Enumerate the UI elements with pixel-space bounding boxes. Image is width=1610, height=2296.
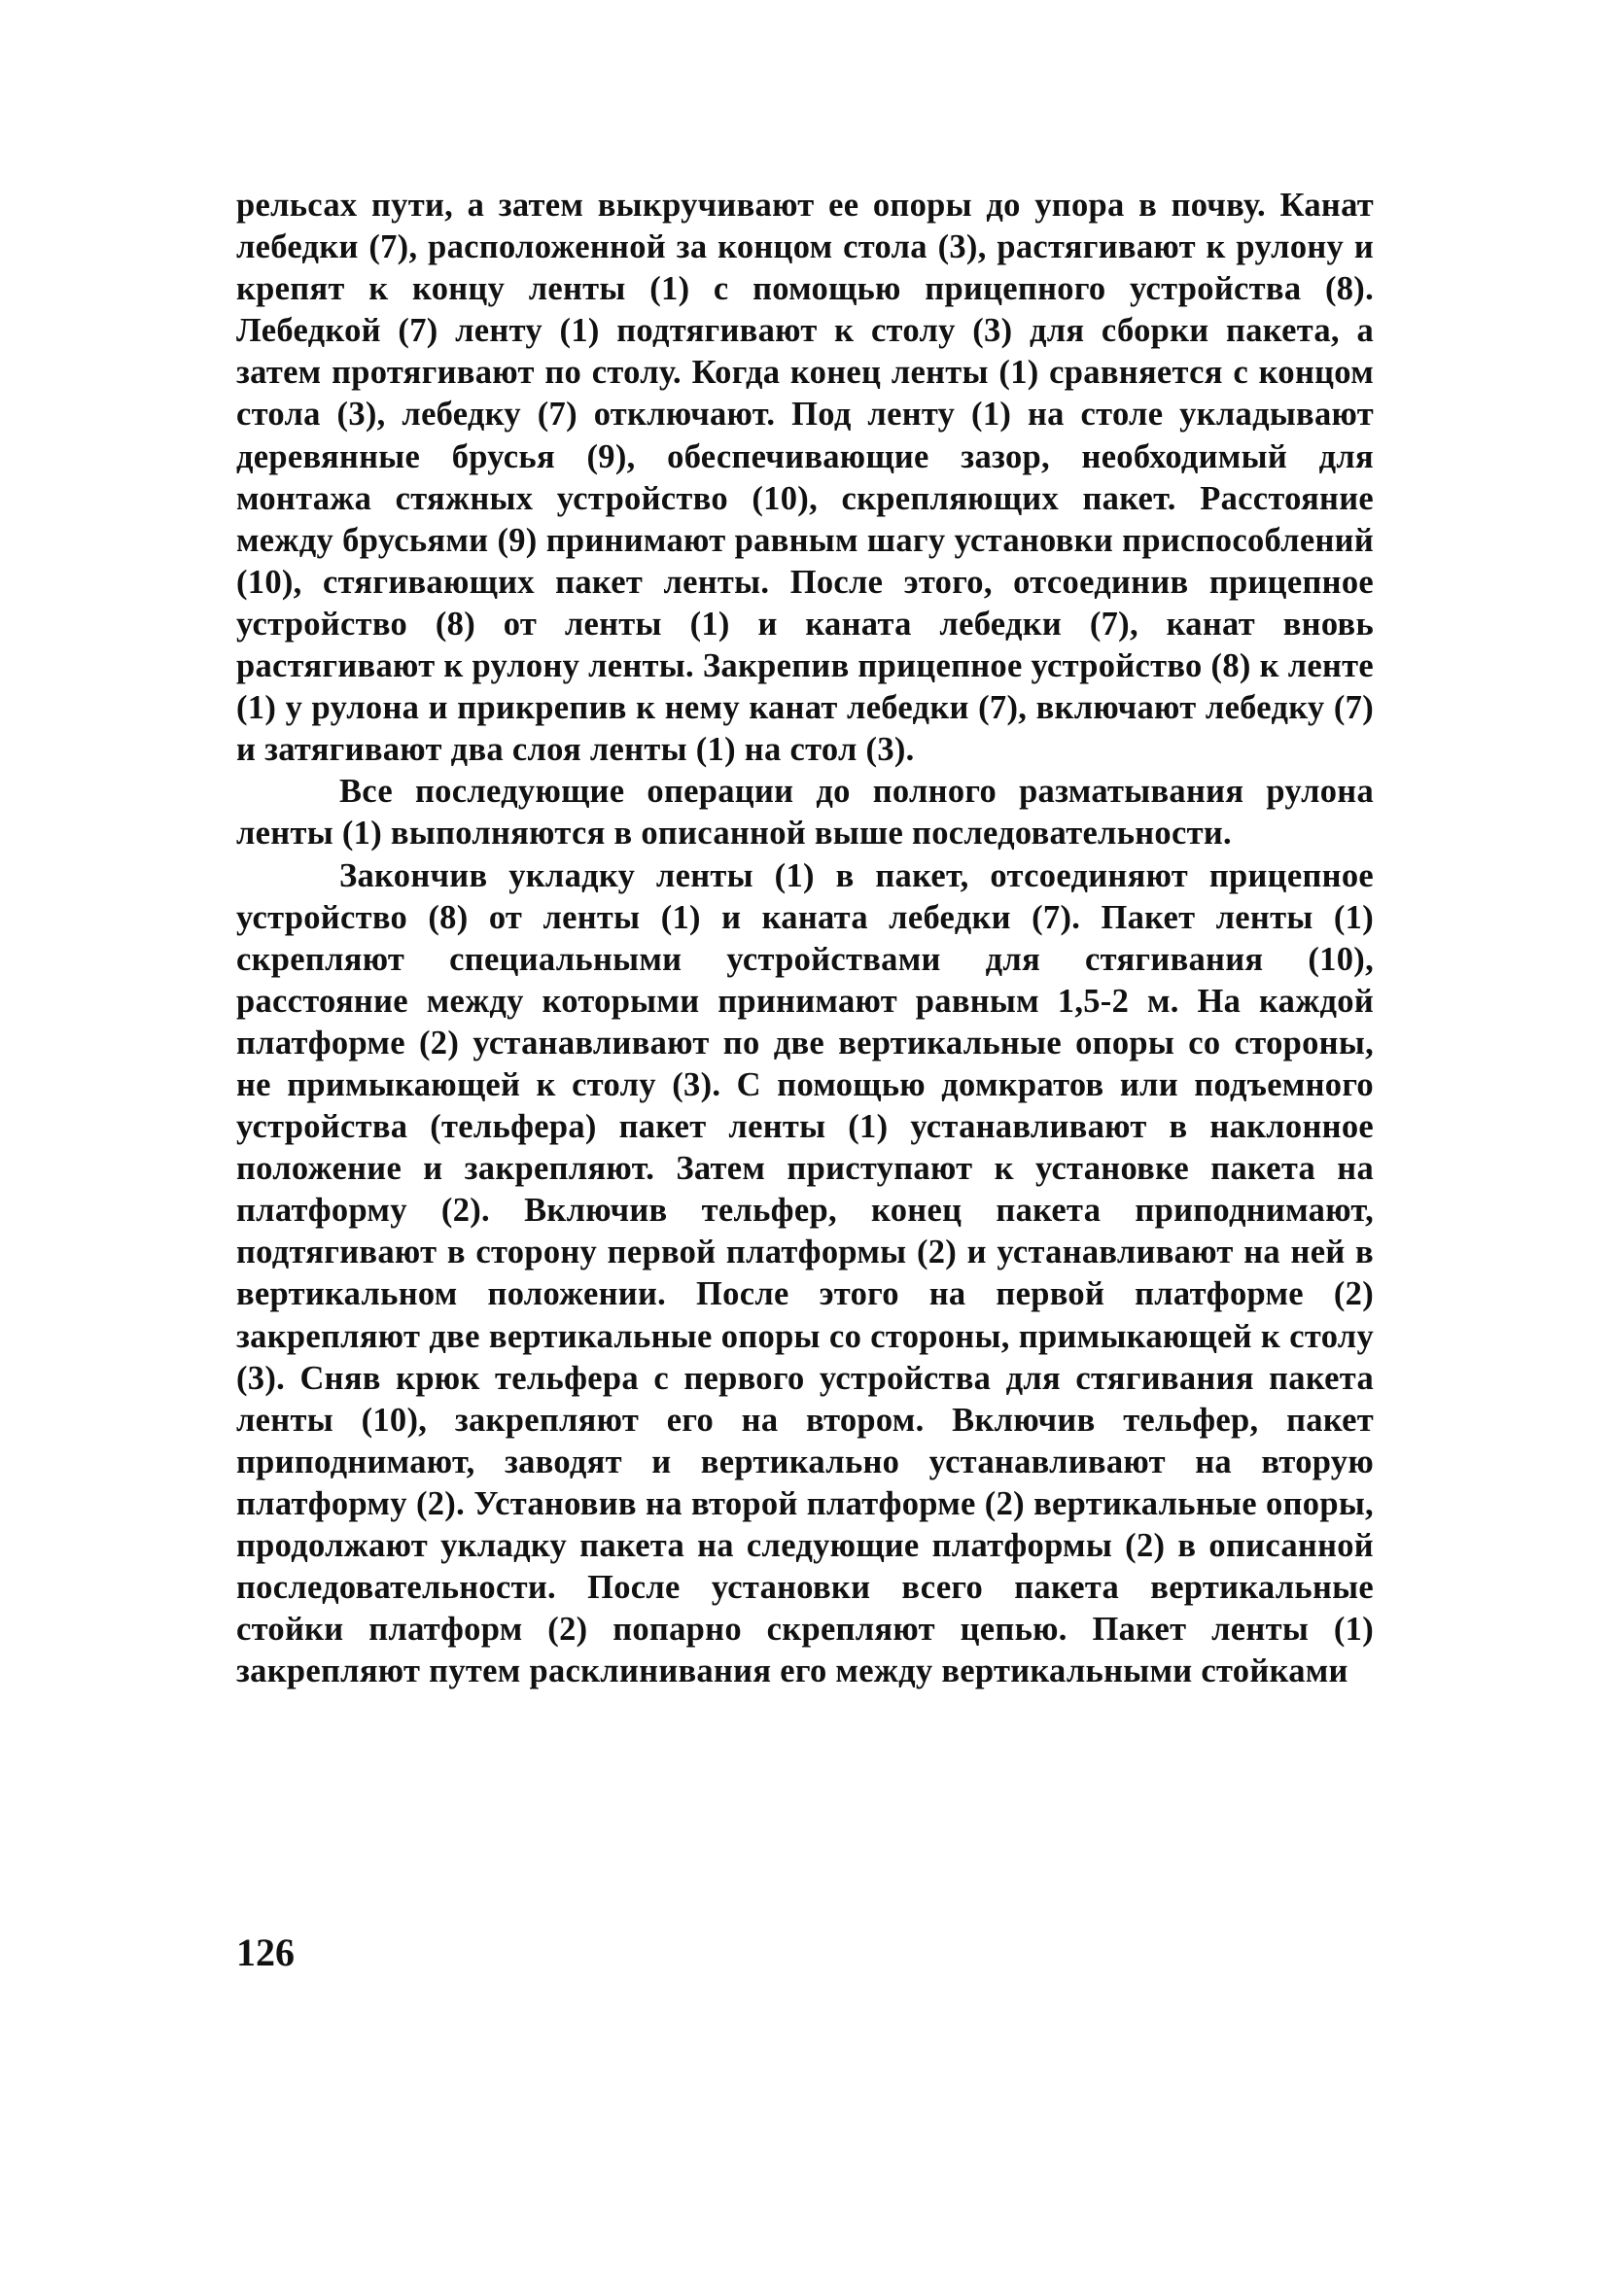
paragraph-1: рельсах пути, а затем выкручивают ее опоры до упора в почву. Канат лебедки (7), расположенной за концом стола (3), растягивают к рулону и крепят к концу ленты (1) с помощью прицепного устройства (8). Лебедкой (7) ленту (1) подтягивают к столу (3) для сборки пакета, а затем протягивают по столу. Когда конец ленты (1) сравняется с концом стола (3), лебедку (7) отключают. Под ленту (1) на столе укладывают деревянные брусья (9), обеспечивающие зазор, необходимый для монтажа стяжных устройство (10), скрепляющих пакет. Расстояние между брусьями (9) принимают равным шагу установки приспособлений (10), стягивающих пакет ленты. После этого, отсоединив прицепное устройство (8) от ленты (1) и каната лебедки (7), канат вновь растягивают к рулону ленты. Закрепив прицепное устройство (8) к ленте (1) у рулона и прикрепив к нему канат лебедки (7), включают лебедку (7) и затягивают два слоя ленты (1) на стол (3). (236, 187, 1374, 769)
paragraph-2: Все последующие операции до полного разматывания рулона ленты (1) выполняются в описанной выше последовательности. (236, 773, 1374, 852)
page-number: 126 (236, 1931, 295, 1974)
paragraph-3: Закончив укладку ленты (1) в пакет, отсоединяют прицепное устройство (8) от ленты (1) и каната лебедки (7). Пакет ленты (1) скрепляют специальными устройствами для стягивания (10), расстояние между которыми принимают равным 1,5-2 м. На каждой платформе (2) устанавливают по две вертикальные опоры со стороны, не примыкающей к столу (3). С помощью домкратов или подъемного устройства (тельфера) пакет ленты (1) устанавливают в наклонное положение и закрепляют. Затем приступают к установке пакета на платформу (2). Включив тельфер, конец пакета приподнимают, подтягивают в сторону первой платформы (2) и устанавливают на ней в вертикальном положении. После этого на первой платформе (2) закрепляют две вертикальные опоры со стороны, примыкающей к столу (3). Сняв крюк тельфера с первого устройства для стягивания пакета ленты (10), закрепляют его на втором. Включив тельфер, пакет приподнимают, заводят и вертикально устанавливают на вторую платформу (2). Установив на второй платформе (2) вертикальные опоры, продолжают укладку пакета на следующие платформы (2) в описанной последовательности. После установки всего пакета вертикальные стойки платформ (2) попарно скрепляют цепью. Пакет ленты (1) закрепляют путем расклинивания его между вертикальными стойками (236, 856, 1374, 1690)
body-text (236, 185, 1374, 1692)
